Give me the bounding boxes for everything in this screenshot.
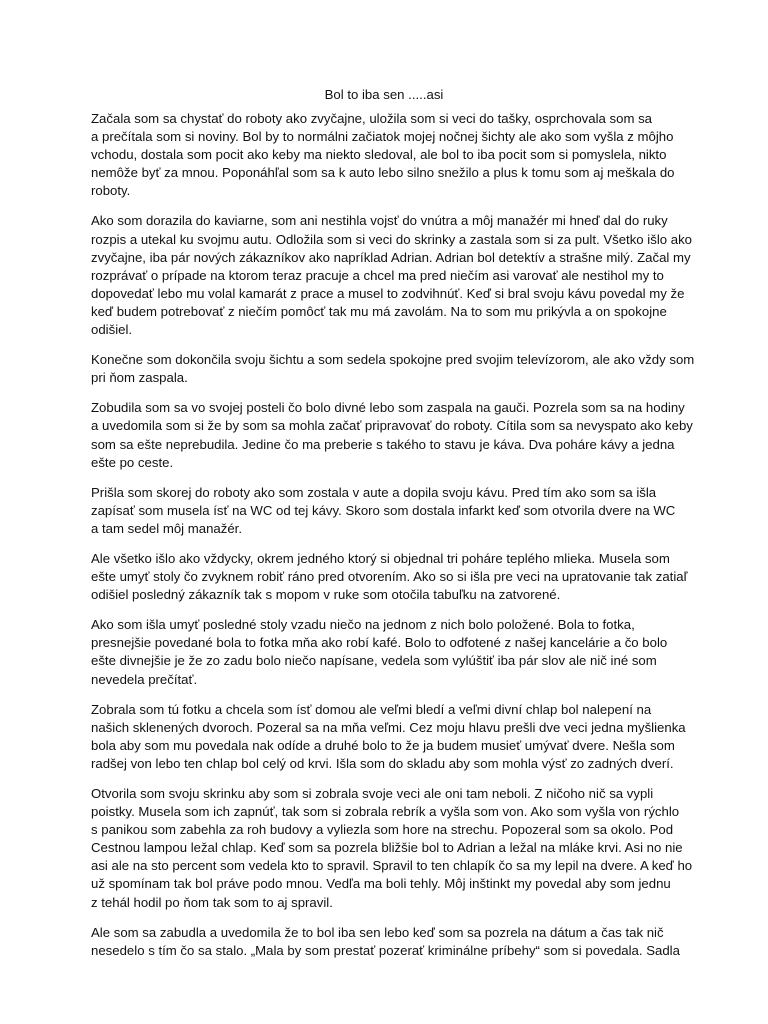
paragraph-line: Ako som dorazila do kaviarne, som ani nestihla vojsť do vnútra a môj manažér mi hneď dal do ruky [91, 213, 668, 229]
paragraph-line: Ale všetko išlo ako vždycky, okrem jedného ktorý si objednal tri poháre teplého mlieka. Musela som [91, 550, 670, 566]
paragraph-line: Konečne som dokončila svoju šichtu a som sedela spokojne pred svojim televízorom, ale ako vždy som [91, 352, 695, 368]
document-title: Bol to iba sen .....asi [324, 87, 444, 102]
paragraph-line: keď budem potrebovať z niečím pomôcť tak mu má zavolám. Na to som mu prikývla a on spokojne [91, 303, 667, 319]
paragraph-line: rozpis a utekal ku svojmu autu. Odložila som si veci do skrinky a zastala som si za pult. Všetko išlo ako [91, 231, 693, 247]
paragraph-line: nevedela prečítať. [91, 671, 198, 687]
paragraph-line: dopovedať lebo mu volal kamarát z prace a musel to zodvihnúť. Keď si bral svoju kávu povedal my že [91, 285, 685, 301]
paragraph-line: Cestnou lampou ležal chlap. Keď som sa pozrela bližšie bol to Adrian a ležal na mláke krvi. Asi no nie [91, 840, 683, 856]
paragraph-line: už spomínam tak bol práve podo mnou. Vedľa ma boli tehly. Môj inštinkt my povedal aby som jednu [91, 876, 671, 892]
paragraph-line: a uvedomila som si že by som sa mohla začať pripravovať do roboty. Cítila som sa nevyspato ako keby [91, 418, 693, 434]
paragraph-line: rozprávať o prípade na ktorom teraz pracuje a chcel ma pred niečím asi varovať ale nestihol my to [91, 267, 664, 283]
paragraph-line: Začala som sa chystať do roboty ako zvyčajne, uložila som si veci do tašky, osprchovala som sa [91, 111, 653, 126]
paragraph-line: odišiel posledný zákazník tak s mopom v ruke som otočila tabuľku na zatvorené. [91, 587, 561, 603]
paragraph-line: našich sklenených dvoroch. Pozeral sa na mňa veľmi. Cez moju hlavu prešli dve veci jedna myšlienka [91, 719, 686, 735]
paragraph-line: Otvorila som svoju skrinku aby som si zobrala svoje veci ale oni tam neboli. Z ničoho nič sa vypli [91, 786, 654, 801]
paragraph-line: Prišla som skorej do roboty ako som zostala v aute a dopila svoju kávu. Pred tím ako som sa išla [91, 484, 657, 500]
paragraph-line: vchodu, dostala som pocit ako keby ma niekto sledoval, ale bol to iba pocit som si pomyslela, nikto [91, 147, 667, 163]
paragraph-line: nesedelo s tím čo sa stalo. „Mala by som prestať pozerať kriminálne príbehy“ som si povedala. Sadla [91, 942, 680, 958]
paragraph-line: zapísať som musela ísť na WC od tej kávy. Skoro som dostala infarkt keď som otvorila dvere na WC [91, 502, 676, 518]
paragraph-line: zvyčajne, iba pár nových zákazníkov ako napríklad Adrian. Adrian bol detektív a strašne milý. Začal my [91, 249, 691, 265]
paragraph-line: Zobudila som sa vo svojej posteli čo bolo divné lebo som zaspala na gauči. Pozrela som sa na hodiny [91, 400, 685, 416]
document-body [91, 110, 695, 972]
paragraph-line: ešte umyť stoly čo zvyknem robiť ráno pred otvorením. Ako so si išla pre veci na upratovanie tak zatiaľ [91, 569, 688, 585]
paragraph-line: Ako som išla umyť posledné stoly vzadu niečo na jednom z nich bolo položené. Bola to fotka, [91, 617, 635, 633]
paragraph-line: odišiel. [91, 322, 133, 338]
paragraph-line: pri ňom zaspala. [91, 370, 188, 386]
paragraph-line: poistky. Musela som ich zapnúť, tak som si zobrala rebrík a vyšla som von. Ako som vyšla von rýchlo [91, 804, 680, 820]
paragraph-line: roboty. [91, 183, 131, 199]
paragraph [91, 110, 691, 200]
paragraph [91, 785, 691, 912]
paragraph [91, 399, 691, 471]
paragraph [91, 484, 691, 538]
paragraph-line: asi ale na sto percent som vedela kto to spravil. Spravil to ten chlapík čo sa my lepil na dvere. A keď ho [91, 858, 693, 874]
paragraph-line: radšej von lebo ten chlap bol celý od krvi. Išla som do skladu aby som mohla výsť zo zadných dverí. [91, 755, 674, 771]
paragraph [91, 616, 691, 688]
paragraph-line: ešte po ceste. [91, 454, 174, 470]
paragraph-line: Ale som sa zabudla a uvedomila že to bol iba sen lebo keď som sa pozrela na dátum a čas tak nič [91, 924, 664, 940]
paragraph [91, 701, 691, 773]
paragraph [91, 924, 691, 960]
paragraph-line: z tehál hodil po ňom tak som to aj spravil. [91, 894, 333, 910]
paragraph-line: presnejšie povedané bola to fotka mňa ako robí kafé. Bolo to odfotené z našej kancelárie a čo bolo [91, 635, 668, 651]
paragraph-line: nemôže byť za mnou. Poponáhľal som sa k auto lebo silno snežilo a plus k tomu som aj meškala do [91, 165, 675, 181]
paragraph [91, 550, 691, 604]
paragraph [91, 351, 695, 387]
paragraph-line: s panikou som zabehla za roh budovy a vyliezla som hore na strechu. Popozeral som sa okolo. Pod [91, 822, 674, 838]
paragraph-line: a tam sedel môj manažér. [91, 520, 242, 536]
paragraph-line: som sa ešte neprebudila. Jedine čo ma preberie s takého to stavu je káva. Dva poháre kávy a jedna [91, 436, 675, 452]
paragraph-line: ešte divnejšie je že zo zadu bolo niečo napísane, vedela som vylúštiť iba pár slov ale nič iné som [91, 653, 657, 669]
paragraph-line: Zobrala som tú fotku a chcela som ísť domou ale veľmi bledí a veľmi divní chlap bol nalepení na [91, 701, 652, 717]
paragraph [91, 212, 691, 339]
paragraph-line: bola aby som mu povedala nak odíde a druhé bolo to že ja budem musieť umývať dvere. Nešla som [91, 737, 675, 753]
paragraph-line: a prečítala som si noviny. Bol by to normálni začiatok mojej nočnej šichty ale ako som vyšla z môjho [91, 129, 674, 145]
